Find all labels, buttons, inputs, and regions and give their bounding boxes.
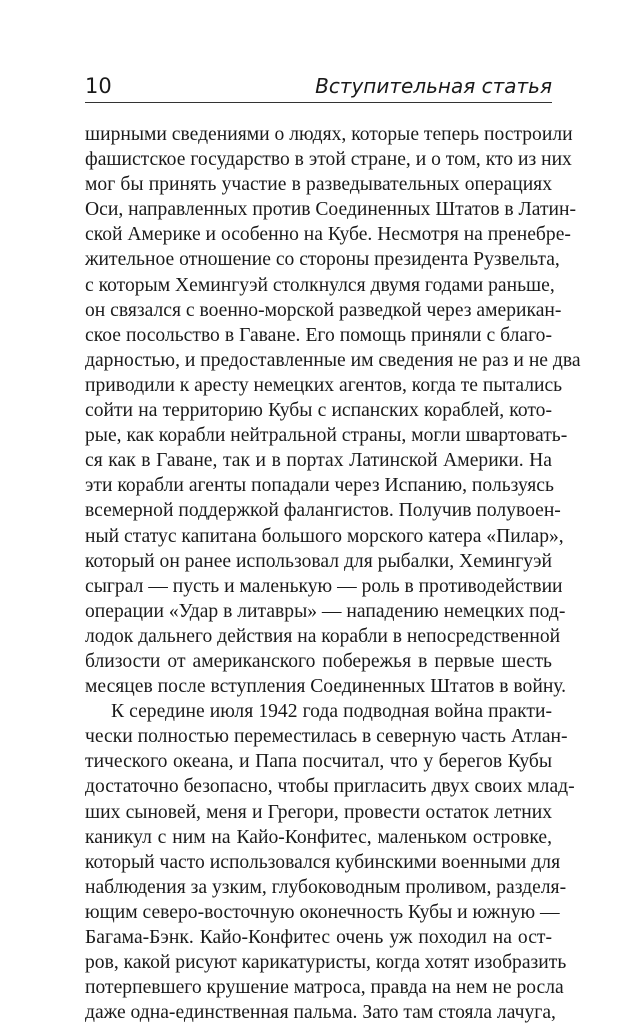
text-line: близости от американского побережья в первые шесть: [85, 650, 552, 672]
text-line: каникул с ним на Кайо-Конфитес, маленьком островке,: [85, 826, 552, 848]
running-header: [85, 72, 552, 103]
text-line: дарностью, и предоставленные им сведения не раз и не два: [85, 349, 581, 371]
text-line: жительное отношение со стороны президента Рузвельта,: [85, 249, 560, 271]
text-line: даже одна-единственная пальма. Зато там стояла лачуга,: [85, 1002, 556, 1024]
page-number: 10: [85, 74, 112, 98]
text-line: ших сыновей, меня и Грегори, провести остаток летних: [85, 801, 552, 823]
text-line: Оси, направленных против Соединенных Штатов в Латин-: [85, 199, 577, 221]
text-line: сойти на территорию Кубы с испанских кораблей, кото-: [85, 400, 552, 422]
text-line: он связался с военно-морской разведкой через американ-: [85, 299, 562, 321]
text-line: который он ранее использовал для рыбалки, Хемингуэй: [85, 550, 552, 572]
text-line: операции «Удар в литавры» — нападению немецких под-: [85, 600, 566, 622]
text-line: тического океана, и Папа посчитал, что у берегов Кубы: [85, 751, 552, 773]
text-line: мог бы принять участие в разведывательных операциях: [85, 174, 552, 196]
text-line: который часто использовался кубинскими военными для: [85, 851, 561, 873]
text-line: с которым Хемингуэй столкнулся двумя годами раньше,: [85, 274, 555, 296]
text-line: ный статус капитана большого морского катера «Пилар»,: [85, 525, 564, 547]
text-line: К середине июля 1942 года подводная война практи-: [111, 701, 552, 723]
paragraph: [85, 699, 575, 1025]
text-line: Багама-Бэнк. Кайо-Конфитес очень уж походил на ост-: [85, 927, 552, 948]
text-line: ров, какой рисуют карикатуристы, когда хотят изобразить: [85, 952, 567, 974]
text-line: ское посольство в Гаване. Его помощь приняли с благо-: [85, 324, 552, 346]
text-line: лодок дальнего действия на корабли в непосредственной: [85, 625, 561, 647]
text-line: потерпевшего крушение матроса, правда на нем не росла: [85, 977, 564, 999]
text-line: наблюдения за узким, глубоководным проливом, разделя-: [85, 876, 567, 898]
text-line: эти корабли агенты попадали через Испанию, пользуясь: [85, 475, 554, 497]
page-body-text: [85, 122, 581, 1025]
text-line: фашистское государство в этой стране, и о том, кто из них: [85, 149, 572, 171]
text-line: ющим северо-восточную оконечность Кубы и южную —: [85, 901, 560, 923]
text-line: рые, как корабли нейтральной страны, могли швартовать-: [85, 425, 568, 447]
text-line: достаточно безопасно, чтобы пригласить двух своих млад-: [85, 776, 575, 798]
paragraph: [85, 122, 581, 699]
text-line: приводили к аресту немецких агентов, когда те пытались: [85, 374, 563, 396]
text-line: ширными сведениями о людях, которые теперь построили: [85, 124, 573, 145]
text-line: сыграл — пусть и маленькую — роль в противодействии: [85, 575, 563, 597]
text-line: ской Америке и особенно на Кубе. Несмотря на пренебре-: [85, 224, 571, 246]
text-line: чески полностью переместилась в северную часть Атлан-: [85, 726, 568, 748]
running-title: Вступительная статья: [315, 74, 552, 98]
text-line: ся как в Гаване, так и в портах Латинской Америки. На: [85, 450, 552, 472]
text-line: месяцев после вступления Соединенных Штатов в войну.: [85, 676, 567, 698]
text-line: всемерной поддержкой фалангистов. Получив полувоен-: [85, 500, 561, 522]
